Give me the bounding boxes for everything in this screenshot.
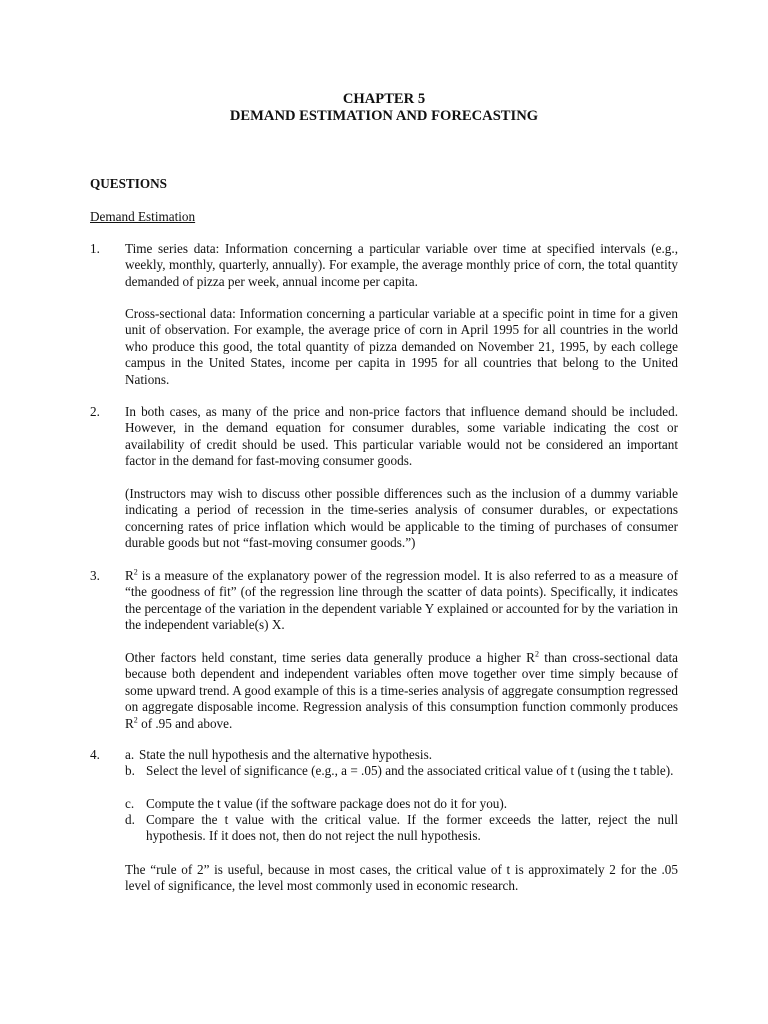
item-text: Compare the t value with the critical value. If the former exceeds the latter, reject the null hypothesis. If it does not, then do not reject the null hypothesis. (146, 812, 678, 844)
superscript-2: 2 (133, 567, 138, 577)
section-heading: QUESTIONS (90, 176, 167, 191)
superscript-2: 2 (133, 715, 138, 725)
item-label: a. (125, 747, 135, 762)
chapter-number: CHAPTER 5 (342, 91, 426, 107)
item-label: b. (125, 763, 135, 778)
question-4-paragraph-2: The “rule of 2” is useful, because in most cases, the critical value of t is approximately 2 for the .05 level of significance, the level most commonly used in economic research. (125, 862, 678, 894)
superscript-2: 2 (534, 649, 539, 659)
chapter-title: DEMAND ESTIMATION AND FORECASTING (229, 108, 539, 124)
question-3-paragraph-1 (125, 568, 678, 634)
question-3-paragraph-1-text: is a measure of the explanatory power of the regression model. It is also referred to as a measure of “the goodness of fit” (of the regression line through the scatter of data points). Specifically, it indicates the percentage of the variation in the dependent variable Y explained or accounted for by the variation in the independent variable(s) X. (125, 568, 678, 633)
question-1-paragraph-2: Cross-sectional data: Information concerning a particular variable at a specific point in time for a given unit of observation. For example, the average price of corn in April 1995 for all countries in the world who produce this good, the total quantity of pizza demanded on November 21, 1995, by each college campus in the United States, income per capita in 1995 for all countries that belong to the United Nations. (125, 306, 678, 387)
item-label: d. (125, 812, 135, 827)
item-label: c. (125, 796, 135, 811)
question-1-number: 1. (90, 241, 100, 256)
r-symbol: R (125, 568, 134, 583)
item-text: State the null hypothesis and the alternative hypothesis. (139, 747, 432, 762)
question-3-number: 3. (90, 568, 100, 583)
item-text: Compute the t value (if the software package does not do it for you). (146, 796, 508, 811)
subsection-heading: Demand Estimation (90, 209, 196, 224)
question-1-paragraph-1: Time series data: Information concerning a particular variable over time at specified intervals (e.g., weekly, monthly, quarterly, annually). For example, the average monthly price of corn, the total quantity demanded of pizza per week, annual income per capita. (125, 241, 678, 289)
question-3-paragraph-2-part-b: than cross-sectional data because both dependent and independent variables often move together over time simply because of some upward trend. A good example of this is a time-series analysis of aggregate consumption regressed on aggregate disposable income. Regression analysis of this consumption function commonly produces R (125, 650, 678, 731)
question-4-number: 4. (90, 747, 100, 762)
question-3-paragraph-2-part-a: Other factors held constant, time series data generally produce a higher R (125, 650, 535, 665)
question-3-paragraph-2 (125, 650, 678, 732)
item-text: Select the level of significance (e.g., a = .05) and the associated critical value of t (using the t table). (146, 763, 674, 778)
question-2-paragraph-2: (Instructors may wish to discuss other possible differences such as the inclusion of a dummy variable indicating a period of recession in the time-series analysis of consumer durables, or expectations concerning rates of price inflation which would be applicable to the timing of purchases of consumer durable goods but not “fast-moving consumer goods.”) (125, 486, 678, 551)
question-3-paragraph-2-part-c: of .95 and above. (137, 715, 233, 731)
question-2-paragraph-1: In both cases, as many of the price and non-price factors that influence demand should be included. However, in the demand equation for consumer durables, some variable indicating the cost or availability of credit should be used. This particular variable would not be considered an important factor in the demand for fast-moving consumer goods. (125, 404, 678, 469)
question-2-number: 2. (90, 404, 100, 419)
